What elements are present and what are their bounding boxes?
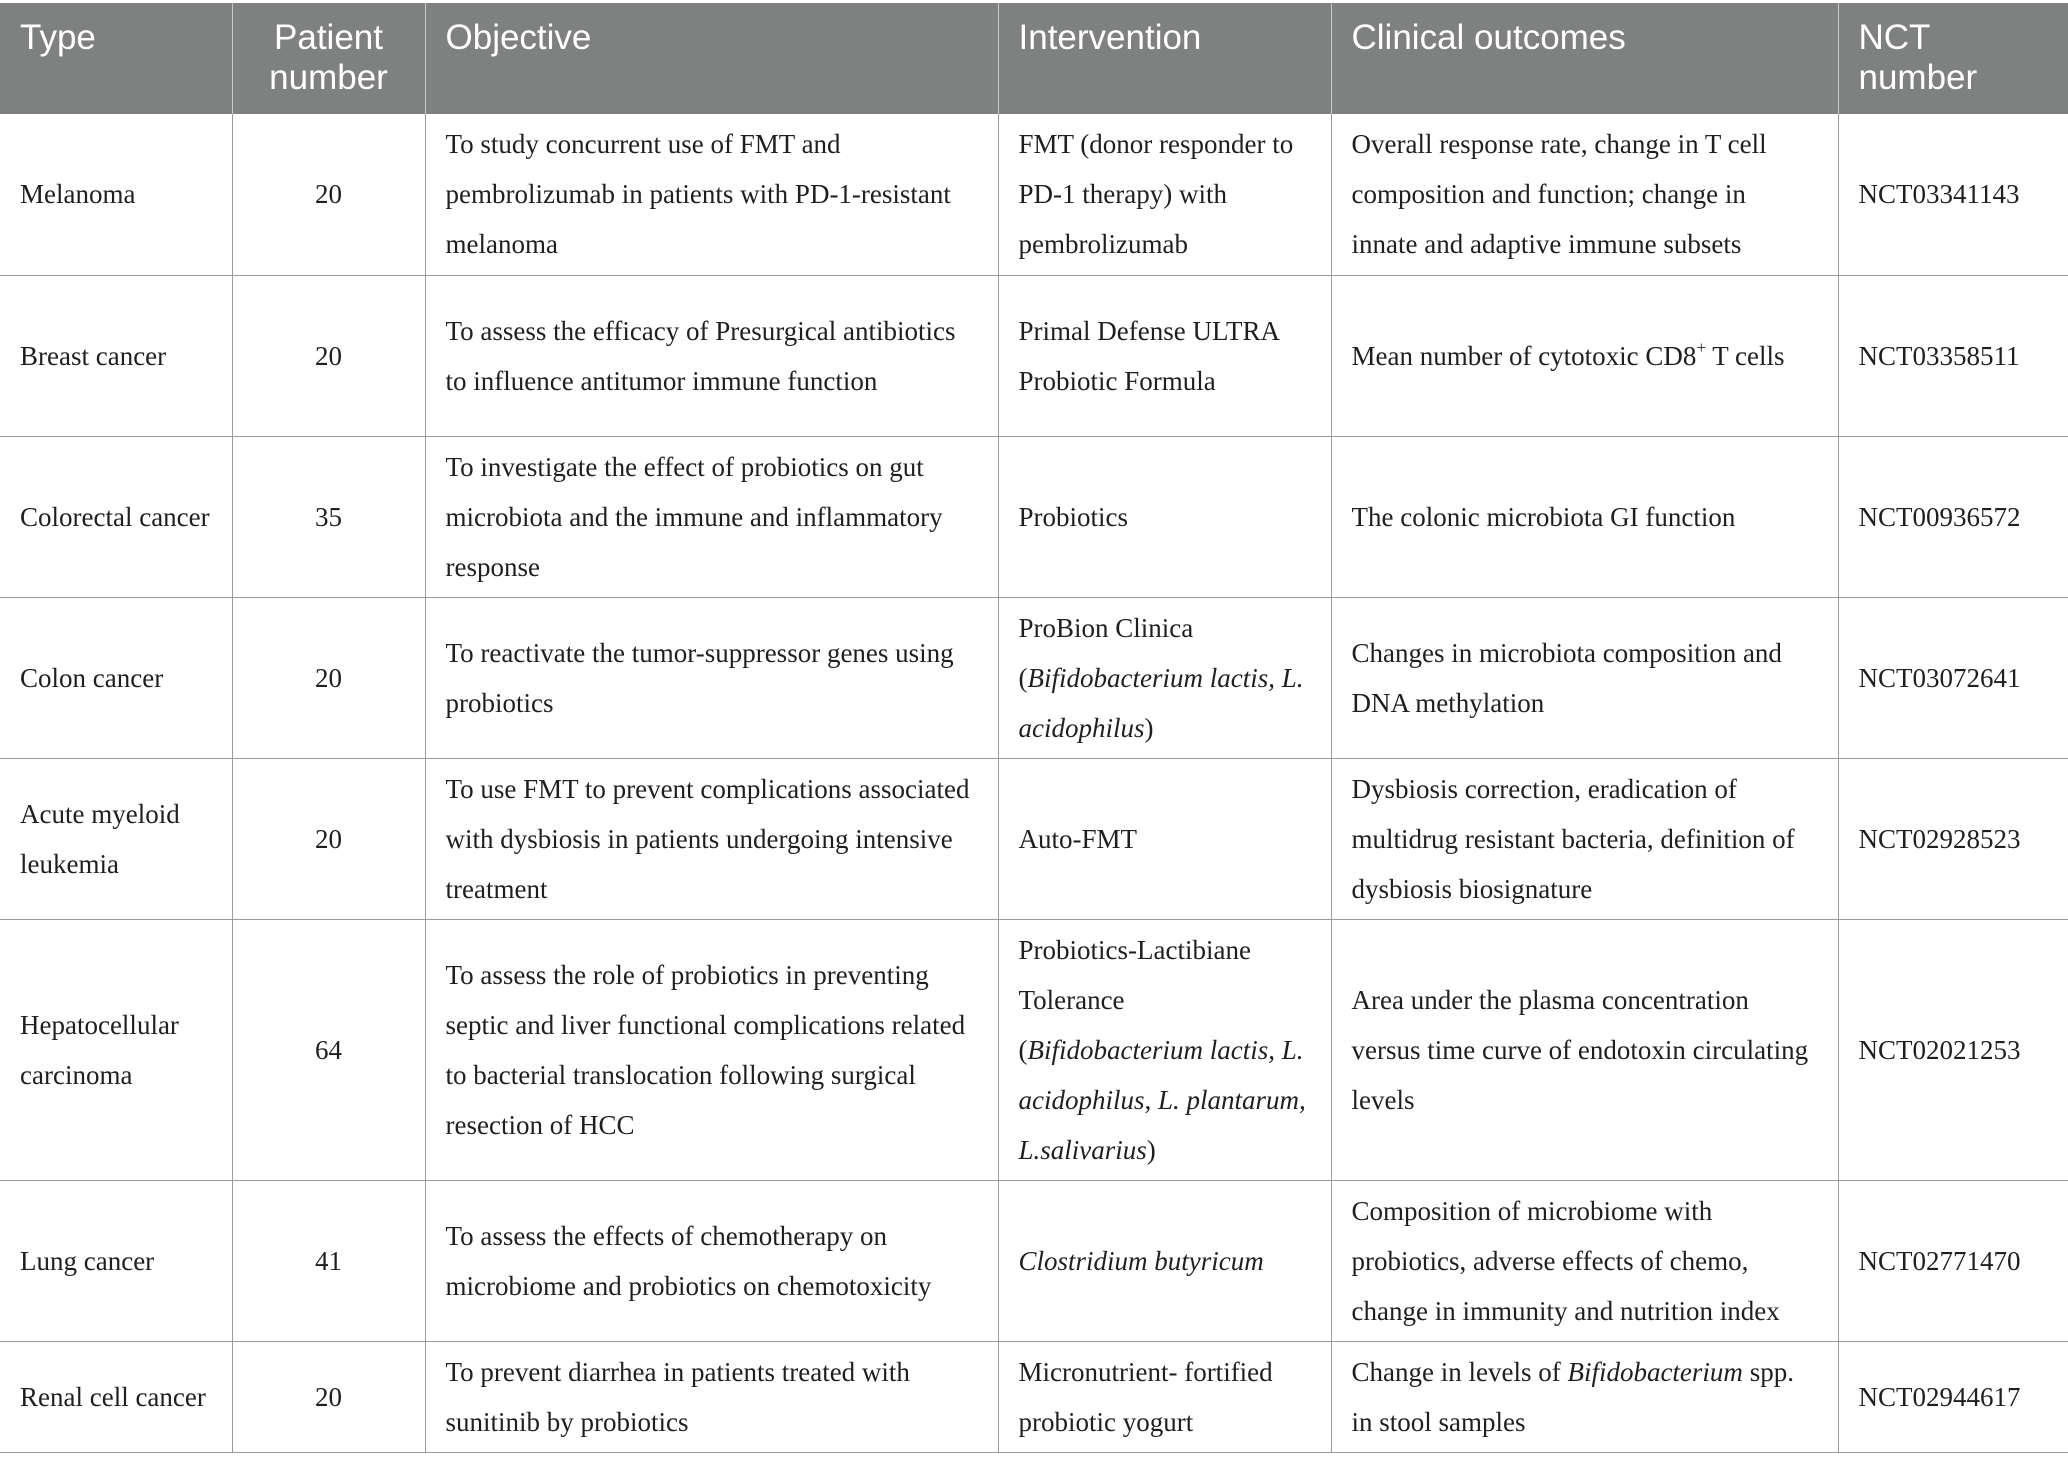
table-row	[0, 114, 2068, 275]
header-type: Type	[0, 3, 232, 114]
cell-type: Lung cancer	[0, 1180, 232, 1341]
cell-nct: NCT03358511	[1838, 275, 2068, 436]
cell-outcomes: Changes in microbiota composition and DNA methylation	[1331, 597, 1838, 758]
cell-outcomes: Overall response rate, change in T cell composition and function; change in innate and adaptive immune subsets	[1331, 114, 1838, 275]
intervention-name: Probiotics-Lactibiane Tolerance	[1018, 934, 1251, 1015]
header-clinical-outcomes: Clinical outcomes	[1331, 3, 1838, 114]
cell-patients: 20	[232, 275, 425, 436]
cell-nct: NCT03341143	[1838, 114, 2068, 275]
superscript-plus: +	[1696, 337, 1707, 357]
clinical-trials-table	[0, 3, 2068, 1453]
cell-objective: To prevent diarrhea in patients treated with sunitinib by probiotics	[425, 1341, 998, 1452]
cell-intervention: Primal Defense ULTRA Probiotic Formula	[998, 275, 1331, 436]
header-patient-number: Patient number	[232, 3, 425, 114]
cell-objective: To assess the efficacy of Presurgical antibiotics to influence antitumor immune function	[425, 275, 998, 436]
cell-outcomes	[1331, 275, 1838, 436]
cell-type: Colon cancer	[0, 597, 232, 758]
header-objective: Objective	[425, 3, 998, 114]
table-row	[0, 1341, 2068, 1452]
cell-patients: 41	[232, 1180, 425, 1341]
cell-type: Acute myeloid leukemia	[0, 758, 232, 919]
paren-close: )	[1146, 1134, 1156, 1165]
cell-patients: 20	[232, 597, 425, 758]
cell-objective: To assess the effects of chemotherapy on microbiome and probiotics on chemotoxicity	[425, 1180, 998, 1341]
cell-patients: 20	[232, 114, 425, 275]
cell-intervention	[998, 597, 1331, 758]
cell-nct: NCT02021253	[1838, 919, 2068, 1180]
cell-nct: NCT00936572	[1838, 436, 2068, 597]
cell-intervention	[998, 1180, 1331, 1341]
cell-outcomes	[1331, 1341, 1838, 1452]
cell-type: Melanoma	[0, 114, 232, 275]
header-intervention: Intervention	[998, 3, 1331, 114]
table-row	[0, 1180, 2068, 1341]
cell-intervention: Micronutrient- fortified probiotic yogurt	[998, 1341, 1331, 1452]
cell-patients: 20	[232, 758, 425, 919]
cell-nct: NCT02928523	[1838, 758, 2068, 919]
cell-nct: NCT02944617	[1838, 1341, 2068, 1452]
table-row	[0, 758, 2068, 919]
table-row	[0, 919, 2068, 1180]
outcomes-species: Bifidobacterium	[1567, 1356, 1743, 1387]
table-row	[0, 275, 2068, 436]
cell-type: Renal cell cancer	[0, 1341, 232, 1452]
paren-open: (	[1018, 1034, 1028, 1065]
cell-type: Hepatocellular carcinoma	[0, 919, 232, 1180]
intervention-species: Bifidobacterium lactis, L. acidophilus, L. plantarum, L.salivarius	[1018, 1034, 1306, 1165]
cell-type: Breast cancer	[0, 275, 232, 436]
table-header	[0, 3, 2068, 114]
cell-outcomes: The colonic microbiota GI function	[1331, 436, 1838, 597]
cell-nct: NCT02771470	[1838, 1180, 2068, 1341]
paren-close: )	[1144, 712, 1154, 743]
header-nct-number: NCT number	[1858, 18, 1978, 97]
intervention-species: Clostridium butyricum	[1018, 1245, 1264, 1276]
cell-outcomes: Composition of microbiome with probiotics, adverse effects of chemo, change in immunity and nutrition index	[1331, 1180, 1838, 1341]
outcomes-text: spp. in stool samples	[1351, 1356, 1794, 1437]
cell-outcomes: Area under the plasma concentration versus time curve of endotoxin circulating levels	[1331, 919, 1838, 1180]
cell-intervention: FMT (donor responder to PD-1 therapy) with pembrolizumab	[998, 114, 1331, 275]
intervention-name: ProBion Clinica	[1018, 612, 1194, 643]
table-body	[0, 114, 2068, 1452]
outcomes-text: Change in levels of	[1351, 1356, 1568, 1387]
cell-nct: NCT03072641	[1838, 597, 2068, 758]
cell-patients: 20	[232, 1341, 425, 1452]
cell-intervention: Probiotics	[998, 436, 1331, 597]
outcomes-text: T cells	[1706, 340, 1785, 371]
cell-type: Colorectal cancer	[0, 436, 232, 597]
cell-objective: To study concurrent use of FMT and pembrolizumab in patients with PD-1-resistant melanoma	[425, 114, 998, 275]
cell-outcomes: Dysbiosis correction, eradication of multidrug resistant bacteria, definition of dysbiosis biosignature	[1331, 758, 1838, 919]
cell-patients: 64	[232, 919, 425, 1180]
header-row	[0, 3, 2068, 114]
cell-patients: 35	[232, 436, 425, 597]
intervention-species: Bifidobacterium lactis, L. acidophilus	[1018, 662, 1304, 743]
cell-intervention	[998, 919, 1331, 1180]
cell-objective: To use FMT to prevent complications associated with dysbiosis in patients undergoing intensive treatment	[425, 758, 998, 919]
outcomes-text: Mean number of cytotoxic CD8	[1351, 340, 1697, 371]
cell-objective: To investigate the effect of probiotics on gut microbiota and the immune and inflammatory response	[425, 436, 998, 597]
cell-objective: To reactivate the tumor-suppressor genes using probiotics	[425, 597, 998, 758]
paren-open: (	[1018, 662, 1028, 693]
cell-objective: To assess the role of probiotics in preventing septic and liver functional complications related to bacterial translocation following surgical resection of HCC	[425, 919, 998, 1180]
cell-intervention: Auto-FMT	[998, 758, 1331, 919]
table-row	[0, 436, 2068, 597]
table-row	[0, 597, 2068, 758]
